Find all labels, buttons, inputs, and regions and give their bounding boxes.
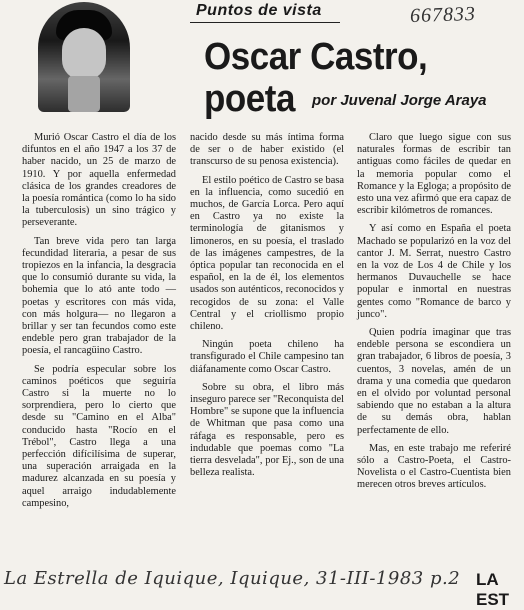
paragraph: Tan breve vida pero tan larga fecundidad literaria, a pesar de sus tropiezos en la infancia, la desgracia que lo consumió durante su vida, la bohemia que lo ató ante todo —poetas y escritores con más vida, con más holgura— no llegaron a brillar y ser tan fecundos como este endeble pero gran trabajador de la poesía, el rancagüino Castro. — [22, 235, 176, 357]
article-column-2 — [190, 132, 344, 485]
article-title: Oscar Castro, poeta — [204, 36, 428, 120]
paragraph: Se podría especular sobre los caminos poéticos que seguiría Castro si la muerte no lo sorprendiera, pero lo cierto que desde su "Camino en el Alba" conducido hasta "Rocío en el Trébol", Castro llega a una perfección difícilísima de superar, una superación arraigada en la madurez alcanzada en su poesía y aquel arraigo indudablemente campesino, — [22, 363, 176, 509]
paragraph: Mas, en este trabajo me referiré sólo a Castro-Poeta, el Castro-Novelista o el Castro-Cuentista bien merecen otros breves artículos. — [357, 442, 511, 491]
page-edge-text: LA EST — [476, 570, 510, 609]
paragraph: nacido desde su más íntima forma de ser o de haber existido (el transcurso de su penosa existencia). — [190, 132, 344, 168]
paragraph: Y así como en España el poeta Machado se popularizó en la voz del cantor J. M. Serrat, nuestro Castro en la voz de Los 4 de Chile y los hermanos Duvauchelle se hace popular e inmortal en nuestras gentes como "Romance de barco y junco". — [357, 223, 511, 320]
article-column-3 — [357, 132, 511, 498]
paragraph: Ningún poeta chileno ha transfigurado el Chile campesino tan diáfanamente como Oscar Castro. — [190, 339, 344, 375]
paragraph: Murió Oscar Castro el día de los difuntos en el año 1947 a los 37 de haber nacido, un 25 de marzo de 1910. Y por aquella enfermedad clásica de los grandes creadores de la poesía romántica (como lo ha sido la tuberculosis) un sino trágico y perseverante. — [22, 132, 176, 229]
author-photo — [38, 2, 130, 112]
handwritten-source-note: La Estrella de Iquique, Iquique, 31-III-1983 p.2 — [4, 568, 461, 589]
handwritten-number: 667833 — [409, 2, 477, 28]
paragraph: Sobre su obra, el libro más inseguro parece ser "Reconquista del Hombre" se supone que la influencia de Whitman que pasa como una ráfaga es responsable, pero es indudable que poemas como "La tierra desvelada", por Ej., son de una belleza realista. — [190, 381, 344, 479]
article-byline: por Juvenal Jorge Araya — [312, 92, 487, 109]
paragraph: Quien podría imaginar que tras endeble persona se escondiera un gran trabajador, 6 libros de poesía, 3 cuentos, 3 novelas, amén de un drama y una comedia que quedaron en el olvido por voluntad personal sabiendo que no estaban a la altura de su demás obra, hablan perfectamente de ello. — [357, 327, 511, 436]
article-column-1 — [22, 132, 176, 516]
paragraph: El estilo poético de Castro se basa en la influencia, como sucedió en muchos, de García Lorca. Pero aquí en Castro ya no existe la terminología de gitanismos y limoneros, en su poesía, el traslado de las imágenes campestres, de la óptica popular tan reconocida en el español, en la de él, los elementos usados son auténticos, reconocidos y recogidos de su zona: el Valle Central y el criollismo propio chileno. — [190, 174, 344, 333]
section-label: Puntos de vista — [196, 2, 322, 19]
section-rule — [190, 22, 340, 23]
paragraph: Claro que luego sigue con sus naturales formas de escribir tan antiguas como fáciles de quedar en la memoria popular como el Romance y la Egloga; a propósito de esto una vez afirmó que era capaz de escribir kilómetros de romances. — [357, 132, 511, 217]
